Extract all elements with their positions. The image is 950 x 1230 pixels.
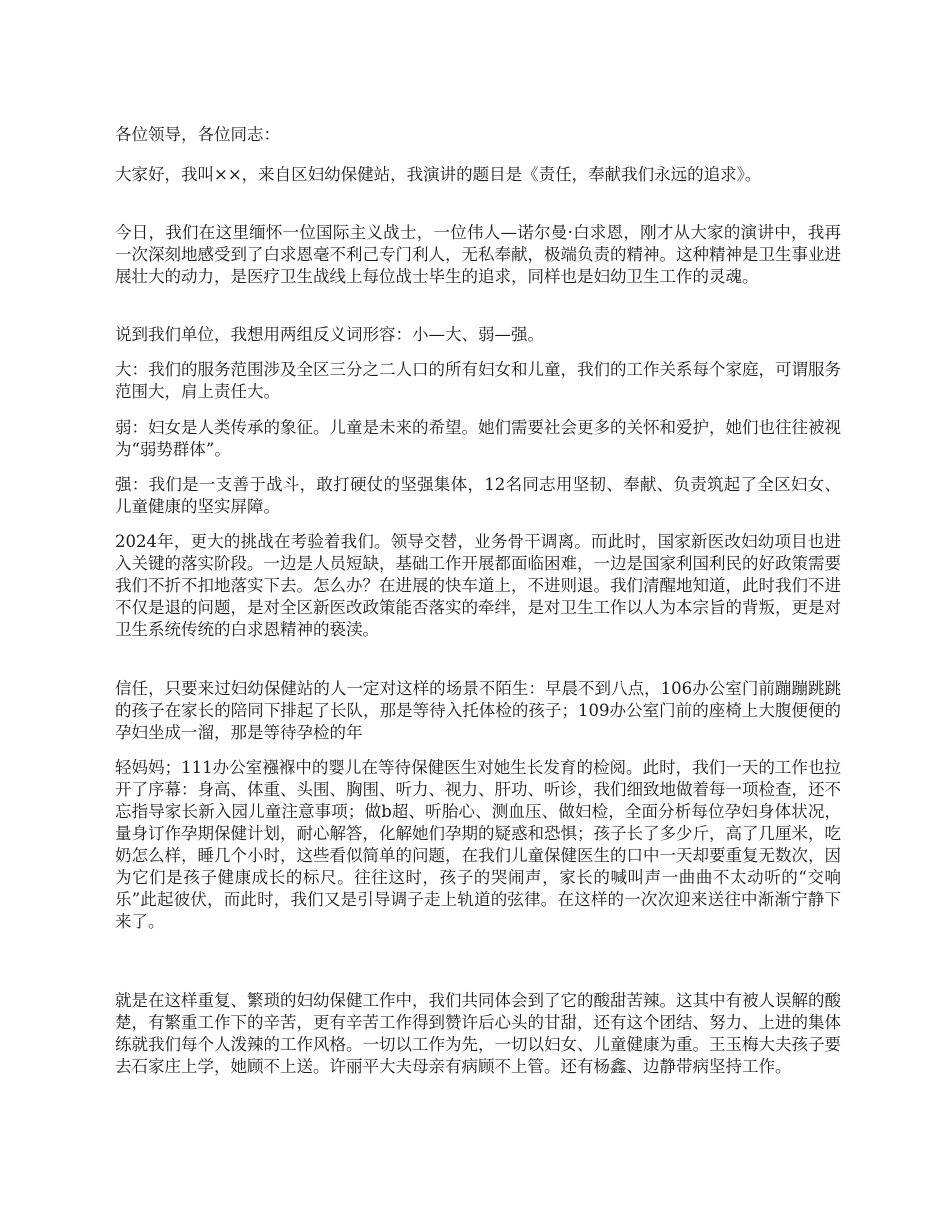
intro-paragraph: 大家好，我叫××，来自区妇幼保健站，我演讲的题目是《责任，奉献我们永远的追求》。 <box>115 165 762 184</box>
closing-paragraph: 就是在这样重复、繁琐的妇幼保健工作中，我们共同体会到了它的酸甜苦辣。这其中有被人误解的酸楚，有繁重工作下的辛苦，更有辛苦工作得到赞许后心头的甘甜，还有这个团结、努力、上进的集体练就我们每个人泼辣的工作风格。一切以工作为先，一切以妇女、儿童健康为重。王玉梅大夫孩子要去石家庄上学，她顾不上送。许丽平大夫母亲有病顾不上管。还有杨鑫、边静带病坚持工作。 <box>115 991 841 1076</box>
challenge-paragraph: 2024年，更大的挑战在考验着我们。领导交替，业务骨干调离。而此时，国家新医改妇幼项目也进入关键的落实阶段。一边是人员短缺，基础工作开展都面临困难，一边是国家利国利民的好政策需要我们不折不扣地落实下去。怎么办？在进展的快车道上，不进则退。我们清醒地知道，此时我们不进不仅是退的问题，是对全区新医改政策能否落实的牵绊，是对卫生工作以人为本宗旨的背叛，更是对卫生系统传统的白求恩精神的亵渎。 <box>115 532 841 639</box>
unit-description-paragraph: 说到我们单位，我想用两组反义词形容：小—大、弱—强。 <box>115 325 544 344</box>
daily-work-paragraph: 轻妈妈；111办公室襁褓中的婴儿在等待保健医生对她生长发育的检阅。此时，我们一天的工作也拉开了序幕：身高、体重、头围、胸围、听力、视力、肝功、听诊，我们细致地做着每一项检查，还不忘指导家长新入园儿童注意事项；做b超、听胎心、测血压、做妇检，全面分析每位孕妇身体状况，量身订作孕期保健计划，耐心解答，化解她们孕期的疑惑和恐惧；孩子长了多少斤，高了几厘米，吃奶怎么样，睡几个小时，这些看似简单的问题，在我们儿童保健医生的口中一天却要重复无数次，因为它们是孩子健康成长的标尺。往往这时，孩子的哭闹声，家长的喊叫声一曲曲不太动听的“交响乐”此起彼伏，而此时，我们又是引导调子走上轨道的弦律。在这样的一次次迎来送往中渐渐宁静下来了。 <box>115 758 841 931</box>
big-paragraph: 大：我们的服务范围涉及全区三分之二人口的所有妇女和儿童，我们的工作关系每个家庭，可谓服务范围大，肩上责任大。 <box>115 360 841 401</box>
memorial-paragraph: 今日，我们在这里缅怀一位国际主义战士，一位伟人—诺尔曼·白求恩，刚才从大家的演讲中，我再一次深刻地感受到了白求恩毫不利己专门利人，无私奉献，极端负责的精神。这种精神是卫生事业进展壮大的动力，是医疗卫生战线上每位战士毕生的追求，同样也是妇幼卫生工作的灵魂。 <box>115 223 841 286</box>
strong-paragraph: 强：我们是一支善于战斗，敢打硬仗的坚强集体，12名同志用坚韧、奉献、负责筑起了全区妇女、儿童健康的坚实屏障。 <box>115 475 841 516</box>
greeting-paragraph: 各位领导，各位同志： <box>115 125 280 144</box>
trust-paragraph: 信任，只要来过妇幼保健站的人一定对这样的场景不陌生：早晨不到八点，106办公室门前蹦蹦跳跳的孩子在家长的陪同下排起了长队，那是等待入托体检的孩子；109办公室门前的座椅上大腹便便的孕妇坐成一溜，那是等待孕检的年 <box>115 679 841 742</box>
weak-paragraph: 弱：妇女是人类传承的象征。儿童是未来的希望。她们需要社会更多的关怀和爱护，她们也往往被视为“弱势群体”。 <box>115 418 841 459</box>
